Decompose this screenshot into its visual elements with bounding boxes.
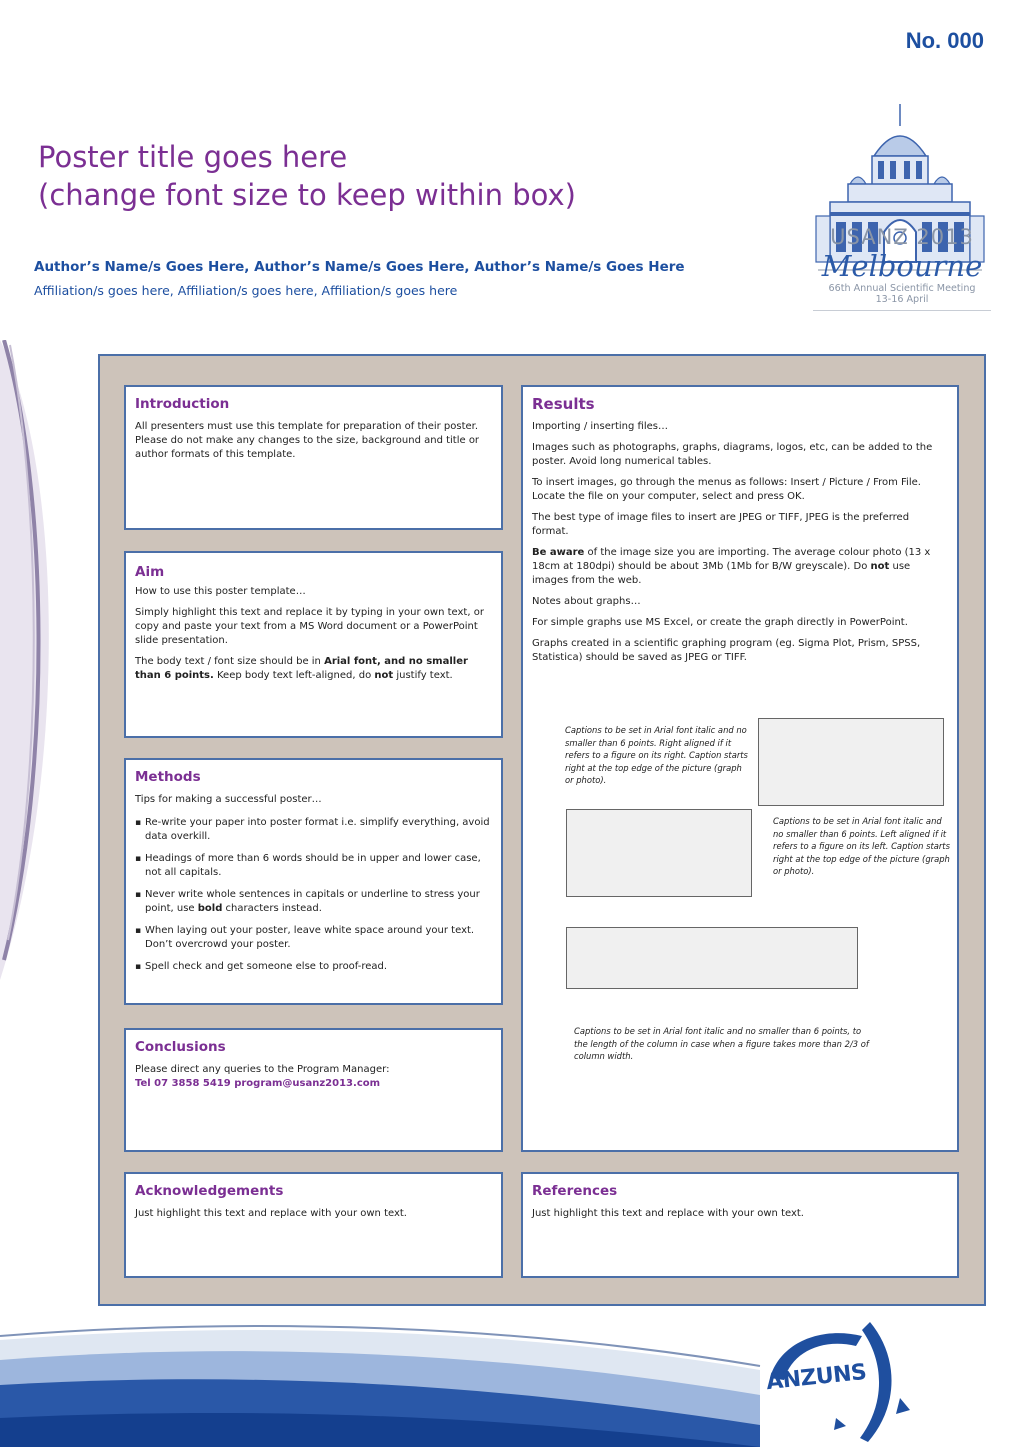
methods-intro: Tips for making a successful poster… <box>135 794 322 805</box>
introduction-body: All presenters must use this template for preparation of their poster. Please do not make any changes to the size, background and title or author formats of this template. <box>135 421 480 460</box>
results-p2: Images such as photographs, graphs, diagrams, logos, etc, can be added to the poster. Avoid long numerical tables. <box>532 442 933 467</box>
poster-number: No. 000 <box>905 28 984 53</box>
conference-name: USANZ 2013 <box>830 225 974 249</box>
caption-left-aligned: Captions to be set in Arial font italic and no smaller than 6 points. Left aligned if it refers to a figure on its left. Caption starts right at the top edge of the picture (graph or photo). <box>773 816 950 876</box>
introduction-panel <box>124 385 503 530</box>
aim-p3: The body text / font size should be in Arial font, and no smaller than 6 points. Keep body text left-aligned, do not justify text. <box>135 656 468 681</box>
conclusions-heading: Conclusions <box>135 1039 226 1055</box>
methods-panel <box>124 758 503 1005</box>
left-swoosh-decoration <box>0 340 100 980</box>
references-heading: References <box>532 1183 618 1199</box>
results-p3: To insert images, go through the menus as follows: Insert / Picture / From File. Locate the file on your computer, select and press OK. <box>532 477 921 502</box>
aim-p2: Simply highlight this text and replace it by typing in your own text, or copy and paste your text from a MS Word document or a PowerPoint slide presentation. <box>135 607 484 646</box>
references-body: Just highlight this text and replace with your own text. <box>532 1208 804 1219</box>
references-panel <box>521 1172 959 1278</box>
introduction-heading: Introduction <box>135 396 230 412</box>
poster-title-line2: (change font size to keep within box) <box>38 178 576 212</box>
methods-heading: Methods <box>135 769 201 785</box>
anzuns-logo-text: ANZUNS <box>764 1359 868 1396</box>
list-item: ▪ Re-write your paper into poster format i.e. simplify everything, avoid data overkill. <box>135 816 492 844</box>
author-names: Author’s Name/s Goes Here, Author’s Name/s Goes Here, Author’s Name/s Goes Here <box>34 259 685 275</box>
figure-placeholder <box>758 718 944 806</box>
acknowledgements-heading: Acknowledgements <box>135 1183 284 1199</box>
caption-right-aligned: Captions to be set in Arial font italic and no smaller than 6 points. Right aligned if it refers to a figure on its right. Caption starts right at the top edge of the picture (graph or photo). <box>565 725 748 785</box>
acknowledgements-panel <box>124 1172 503 1278</box>
list-item: ▪ When laying out your poster, leave white space around your text. Don’t overcrowd your poster. <box>135 924 492 952</box>
list-item: ▪ Headings of more than 6 words should be in upper and lower case, not all capitals. <box>135 852 492 880</box>
figure-placeholder <box>566 927 858 989</box>
conference-meeting: 66th Annual Scientific Meeting <box>828 283 976 294</box>
methods-tips-list <box>135 816 492 974</box>
conference-dates: 13-16 April <box>813 294 991 311</box>
conference-city: Melbourne <box>821 249 983 283</box>
aim-panel <box>124 551 503 738</box>
caption-full-width: Captions to be set in Arial font italic and no smaller than 6 points, to the length of the column in case when a figure takes more than 2/3 of column width. <box>574 1026 869 1061</box>
conclusions-panel <box>124 1028 503 1152</box>
affiliations: Affiliation/s goes here, Affiliation/s goes here, Affiliation/s goes here <box>34 283 458 298</box>
contact-details: Tel 07 3858 5419 program@usanz2013.com <box>135 1078 381 1089</box>
figure-placeholder <box>566 809 752 897</box>
results-p1: Importing / inserting files… <box>532 421 668 432</box>
aim-p1: How to use this poster template… <box>135 586 306 597</box>
conference-logo-text <box>813 225 991 311</box>
aim-heading: Aim <box>135 564 165 580</box>
list-item: ▪ Spell check and get someone else to proof-read. <box>135 960 492 974</box>
list-item: ▪ Never write whole sentences in capitals or underline to stress your point, use bold characters instead. <box>135 888 492 916</box>
results-heading: Results <box>532 395 595 413</box>
results-p7: For simple graphs use MS Excel, or create the graph directly in PowerPoint. <box>532 617 908 628</box>
poster-title <box>38 138 738 214</box>
acknowledgements-body: Just highlight this text and replace with your own text. <box>135 1208 407 1219</box>
results-p8: Graphs created in a scientific graphing program (eg. Sigma Plot, Prism, SPSS, Statistica) should be saved as JPEG or TIFF. <box>532 638 921 663</box>
results-p6: Notes about graphs… <box>532 596 641 607</box>
results-p4: The best type of image files to insert are JPEG or TIFF, JPEG is the preferred format. <box>532 512 910 537</box>
results-p5: Be aware of the image size you are importing. The average colour photo (13 x 18cm at 180dpi) should be about 3Mb (1Mb for B/W greyscale). Do not use images from the web. <box>532 547 931 586</box>
poster-title-line1: Poster title goes here <box>38 140 348 174</box>
conclusions-body: Please direct any queries to the Program Manager: <box>135 1064 390 1075</box>
